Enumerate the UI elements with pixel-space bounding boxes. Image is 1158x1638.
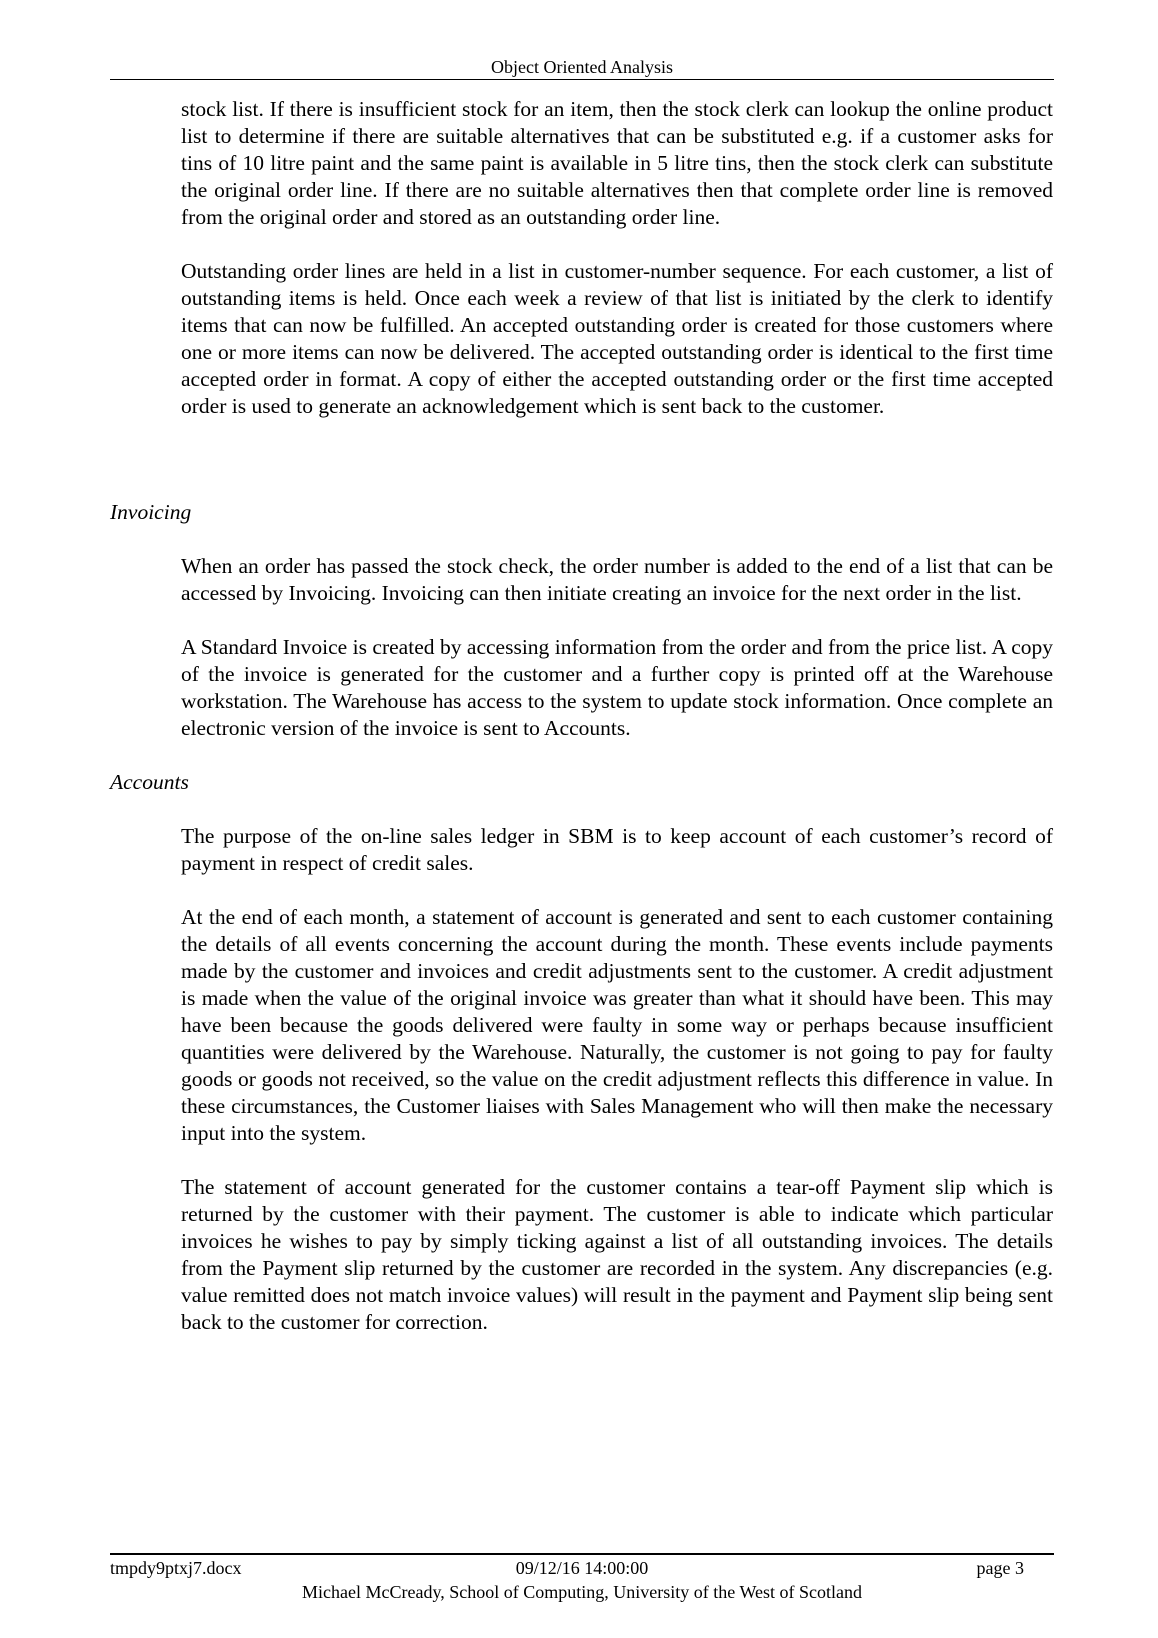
footer-filename: tmpdy9ptxj7.docx bbox=[110, 1558, 242, 1578]
page-body bbox=[0, 96, 1158, 1363]
section-heading-accounts: Accounts bbox=[110, 770, 189, 794]
paragraph-invoicing-list: When an order has passed the stock check, the order number is added to the end of a list that can be accessed by Invoicing. Invoicing can then initiate creating an invoice for the next order in the list. bbox=[181, 554, 1053, 605]
footer-author: Michael McCready, School of Computing, University of the West of Scotland bbox=[302, 1582, 862, 1602]
page-header-title: Object Oriented Analysis bbox=[491, 57, 673, 77]
paragraph-standard-invoice: A Standard Invoice is created by accessing information from the order and from the price list. A copy of the invoice is generated for the customer and a further copy is printed off at the Warehouse workstation. The Warehouse has access to the system to update stock information. Once complete an electronic version of the invoice is sent to Accounts. bbox=[181, 635, 1053, 740]
paragraph-payment-slip: The statement of account generated for the customer contains a tear-off Payment slip which is returned by the customer with their payment. The customer is able to indicate which particular invoices he wishes to pay by simply ticking against a list of all outstanding invoices. The details from the Payment slip returned by the customer are recorded in the system. Any discrepancies (e.g. value remitted does not match invoice values) will result in the payment and Payment slip being sent back to the customer for correction. bbox=[181, 1175, 1053, 1334]
paragraph-sales-ledger: The purpose of the on-line sales ledger in SBM is to keep account of each customer’s record of payment in respect of credit sales. bbox=[181, 824, 1053, 875]
footer-datetime: 09/12/16 14:00:00 bbox=[515, 1558, 649, 1578]
header-divider bbox=[110, 79, 1054, 80]
paragraph-statement-of-account: At the end of each month, a statement of account is generated and sent to each customer containing the details of all events concerning the account during the month. These events include payments made by the customer and invoices and credit adjustments sent to the customer. A credit adjustment is made when the value of the original invoice was greater than what it should have been. This may have been because the goods delivered were faulty in some way or perhaps because insufficient quantities were delivered by the Warehouse. Naturally, the customer is not going to pay for faulty goods or goods not received, so the value on the credit adjustment reflects this difference in value. In these circumstances, the Customer liaises with Sales Management who will then make the necessary input into the system. bbox=[181, 905, 1053, 1145]
page-footer bbox=[110, 1556, 1054, 1580]
footer-divider bbox=[110, 1553, 1054, 1555]
paragraph-stock-list: stock list. If there is insufficient stock for an item, then the stock clerk can lookup the online product list to determine if there are suitable alternatives that can be substituted e.g. if a customer asks for tins of 10 litre paint and the same paint is available in 5 litre tins, then the stock clerk can substitute the original order line. If there are no suitable alternatives then that complete order line is removed from the original order and stored as an outstanding order line. bbox=[181, 97, 1053, 229]
section-heading-invoicing: Invoicing bbox=[110, 500, 192, 524]
footer-page-number: page 3 bbox=[976, 1558, 1024, 1578]
paragraph-outstanding-orders: Outstanding order lines are held in a list in customer-number sequence. For each customer, a list of outstanding items is held. Once each week a review of that list is initiated by the clerk to identify items that can now be fulfilled. An accepted outstanding order is created for those customers where one or more items can now be delivered. The accepted outstanding order is identical to the first time accepted order in format. A copy of either the accepted outstanding order or the first time accepted order is used to generate an acknowledgement which is sent back to the customer. bbox=[181, 259, 1053, 418]
